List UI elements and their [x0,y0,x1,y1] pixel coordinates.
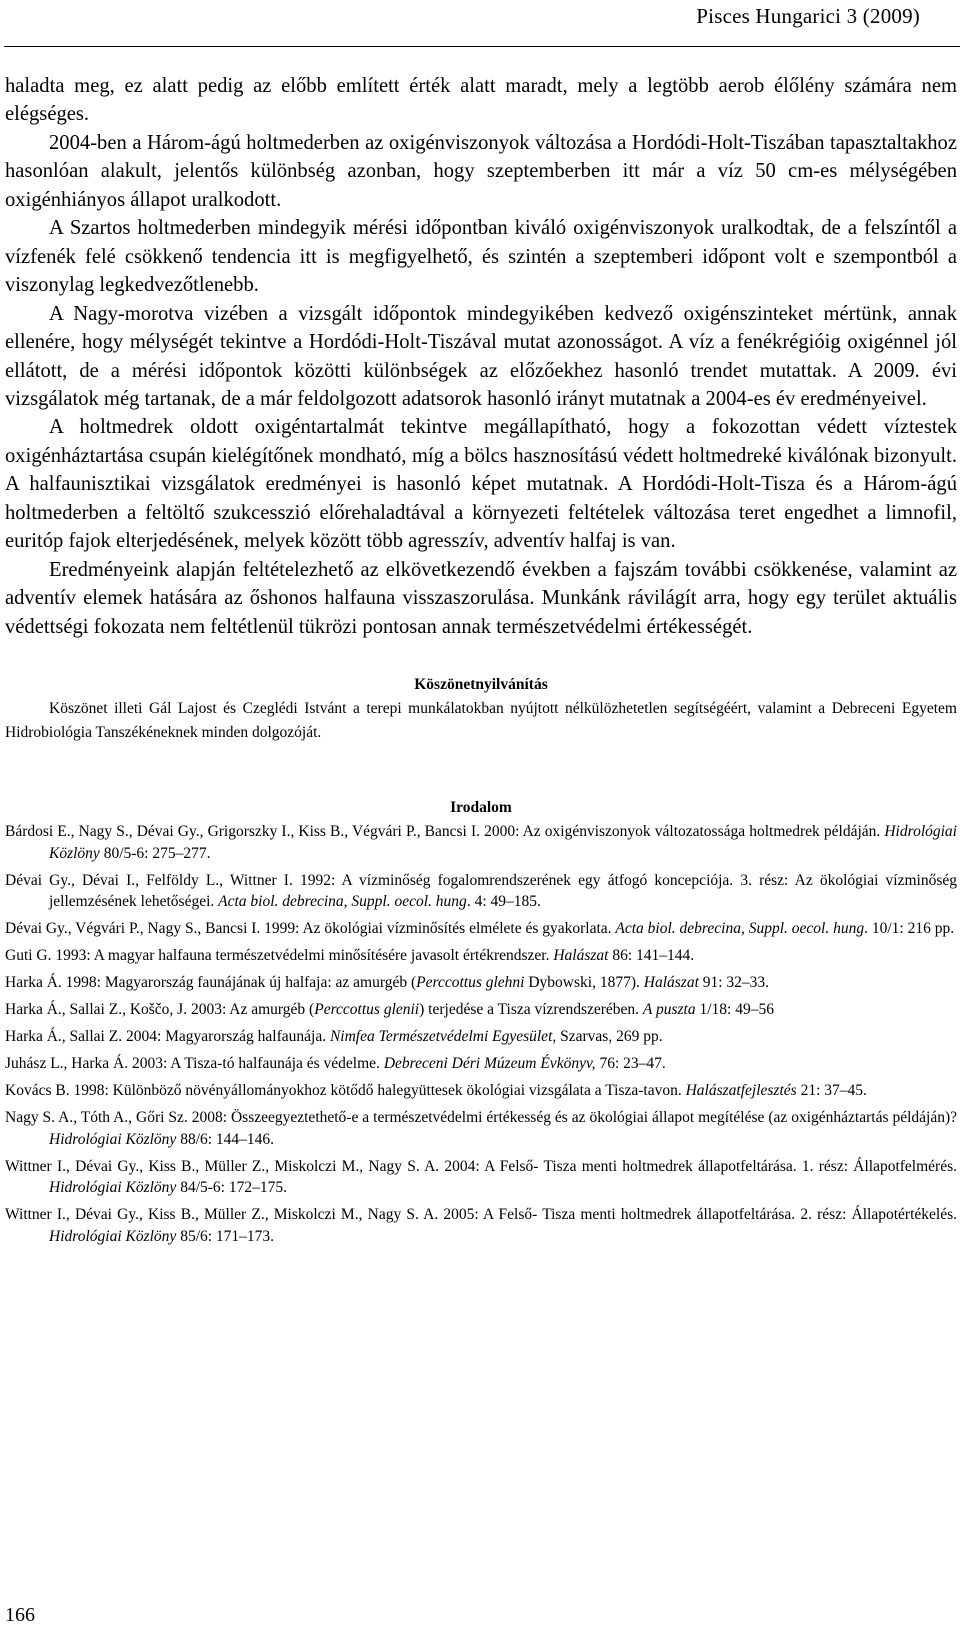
reference-italic-run: Halászat [643,974,699,992]
reference-text-run: Bárdosi E., Nagy S., Dévai Gy., Grigorszky I., Kiss B., Végvári P., Bancsi I. 2000: Az oxigénviszonyok változatossága holtmedrek példáján. [5,823,885,841]
reference-item [5,1107,957,1150]
journal-title: Pisces Hungarici 3 (2009) [696,4,920,28]
reference-text-run: 91: 32–33. [698,974,770,992]
reference-text-run: 76: 23–47. [595,1055,666,1073]
reference-text-run: 1/18: 49–56 [695,1001,774,1019]
reference-text-run: Nagy S. A., Tóth A., Gőri Sz. 2008: Összeegyeztethető-e a természetvédelmi értékesség és az ökológiai állapot megítélése (az oxigénháztartás példáján)? [5,1109,957,1127]
reference-item [5,1053,957,1075]
reference-text-run: Wittner I., Dévai Gy., Kiss B., Müller Z., Miskolczi M., Nagy S. A. 2004: A Felső- Tisza menti holtmedrek állapotfeltárása. 1. rész: Állapotfelmérés. [5,1157,957,1175]
body-paragraph: A holtmedrek oldott oxigéntartalmát tekintve megállapítható, hogy a fokozottan védett víztestek oxigénháztartása csupán kielégítőnek mondható, míg a bölcs hasznosítású védett holtmedreké kiválónak bizonyult. A halfaunisztikai vizsgálatok eredményei is hasonló képet mutatnak. A Hordódi-Holt-Tisza és a Három-ágú holtmederben a feltöltő szukcesszió előrehaladtával a környezeti feltételek változása teret engedhet a limnofil, euritóp fajok elterjedésének, melyek között több agresszív, adventív halfaj is van. [5,416,957,553]
reference-italic-run: Halászatfejlesztés [685,1082,797,1100]
reference-item [5,1026,957,1048]
reference-text-run: 88/6: 144–146. [176,1130,275,1148]
reference-text-run: Dévai Gy., Végvári P., Nagy S., Bancsi I. 1999: Az ökológiai vízminősítés elmélete és gyakorlata. [5,920,616,938]
reference-text-run: Harka Á., Sallai Z., Koščo, J. 2003: Az amurgéb ( [5,1001,315,1019]
reference-list [5,821,957,1247]
body-paragraph: 2004-ben a Három-ágú holtmederben az oxigénviszonyok változása a Hordódi-Holt-Tiszában tapasztaltakhoz hasonlóan alakult, jelentős különbség azonban, hogy szeptemberben itt már a víz 50 cm-es mélységében oxigénhiányos állapot uralkodott. [5,131,957,211]
acknowledgement-heading: Köszönetnyilvánítás [414,676,548,694]
body-paragraph: Eredményeink alapján feltételezhető az elkövetkezendő években a fajszám további csökkenése, valamint az adventív elemek hatására az őshonos halfauna visszaszorulása. Munkánk rávilágít arra, hogy egy terület aktuális védettségi fokozata nem feltétlenül tükrözi pontosan annak természetvédelmi értékességét. [5,558,957,638]
body-paragraph: A Nagy-morotva vizében a vizsgált időpontok mindegyikében kedvező oxigénszinteket mértünk, annak ellenére, hogy mélységét tekintve a Hordódi-Holt-Tiszával mutat azonosságot. A víz a fenékrégióig oxigénnel jól ellátott, de a mérési időpontok közötti különbségek az előzőekhez hasonló trendet mutattak. A 2009. évi vizsgálatok még tartanak, de a már feldolgozott adatsorok hasonló irányt mutatnak a 2004-es év eredményeivel. [5,302,957,410]
reference-item [5,999,957,1021]
running-header [0,0,960,50]
reference-item [5,1080,957,1102]
reference-italic-run: Hidrológiai Közlöny [49,1227,177,1245]
reference-text-run: Wittner I., Dévai Gy., Kiss B., Müller Z., Miskolczi M., Nagy S. A. 2005: A Felső- Tisza menti holtmedrek állapotfeltárása. 2. rész: Állapotértékelés. [5,1206,957,1224]
reference-item [5,945,957,967]
reference-italic-run: Acta biol. debrecina, Suppl. oecol. hung [218,893,467,911]
reference-italic-run: Hidrológiai Közlöny [49,1130,177,1148]
reference-italic-run: Halászat [553,947,609,965]
reference-text-run: 84/5-6: 172–175. [176,1179,287,1197]
reference-italic-run: Perccottus glehni [416,974,525,992]
reference-italic-run: Debreceni Déri Múzeum Évkönyv, [383,1055,596,1073]
reference-italic-run: Hidrológiai Közlöny [49,823,957,862]
reference-text-run: Guti G. 1993: A magyar halfauna természetvédelmi minősítésére javasolt értékrendszer. [5,947,554,965]
reference-item [5,1156,957,1199]
reference-italic-run: A puszta [642,1001,696,1019]
reference-text-run: 80/5-6: 275–277. [99,844,211,862]
reference-text-run: Dybowski, 1877). [524,974,644,992]
header-rule [4,46,960,47]
reference-italic-run: Hidrológiai Közlöny [49,1179,177,1197]
reference-item [5,870,957,913]
reference-item [5,918,957,940]
body-paragraph: haladta meg, ez alatt pedig az előbb említett érték alatt maradt, mely a legtöbb aerob élőlény számára nem elégséges. [5,75,957,126]
reference-text-run: 86: 141–144. [608,947,695,965]
reference-italic-run: Acta biol. debrecina, Suppl. oecol. hung [615,920,865,938]
reference-text-run: 85/6: 171–173. [176,1227,275,1245]
reference-italic-run: Perccottus glenii [314,1001,420,1019]
reference-text-run: Juhász L., Harka Á. 2003: A Tisza-tó halfaunája és védelme. [5,1055,384,1073]
reference-text-run: 21: 37–45. [796,1082,867,1100]
reference-text-run: , Szarvas, 269 pp. [552,1028,663,1046]
reference-text-run: Dévai Gy., Dévai I., Felföldy L., Wittner I. 1992: A vízminőség fogalomrendszerének egy átfogó koncepciója. 3. rész: Az ökológiai vízminőség jellemzésének lehetőségei. [5,871,957,911]
page-number: 166 [5,1604,35,1626]
reference-item [5,1204,957,1247]
reference-text-run: . 10/1: 216 pp. [864,920,955,938]
references-heading: Irodalom [450,799,512,817]
acknowledgement-text: Köszönet illeti Gál Lajost és Czeglédi Istvánt a terepi munkálatokban nyújtott nélkülözhetetlen segítségéért, valamint a Debreceni Egyetem Hidrobiológia Tanszékéneknek minden dolgozóját. [5,700,957,742]
reference-text-run: Kovács B. 1998: Különböző növényállományokhoz kötődő halegyüttesek ökológiai vizsgálata a Tisza-tavon. [5,1082,686,1100]
body-paragraph: A Szartos holtmederben mindegyik mérési időpontban kiváló oxigénviszonyok uralkodtak, de a felszíntől a vízfenék felé csökkenő tendencia itt is megfigyelhető, és szintén a szeptemberi időpont volt e szempontból a viszonylag legkedvezőtlenebb. [5,217,957,297]
page-content [5,72,957,1253]
reference-item [5,972,957,994]
reference-text-run: . 4: 49–185. [466,893,541,911]
reference-item [5,821,957,864]
reference-text-run: Harka Á. 1998: Magyarország faunájának új halfaja: az amurgéb ( [5,974,417,992]
reference-text-run: ) terjedése a Tisza vízrendszerében. [419,1001,643,1019]
reference-italic-run: Nimfea Természetvédelmi Egyesület [329,1028,553,1046]
reference-text-run: Harka Á., Sallai Z. 2004: Magyarország halfaunája. [5,1028,330,1046]
